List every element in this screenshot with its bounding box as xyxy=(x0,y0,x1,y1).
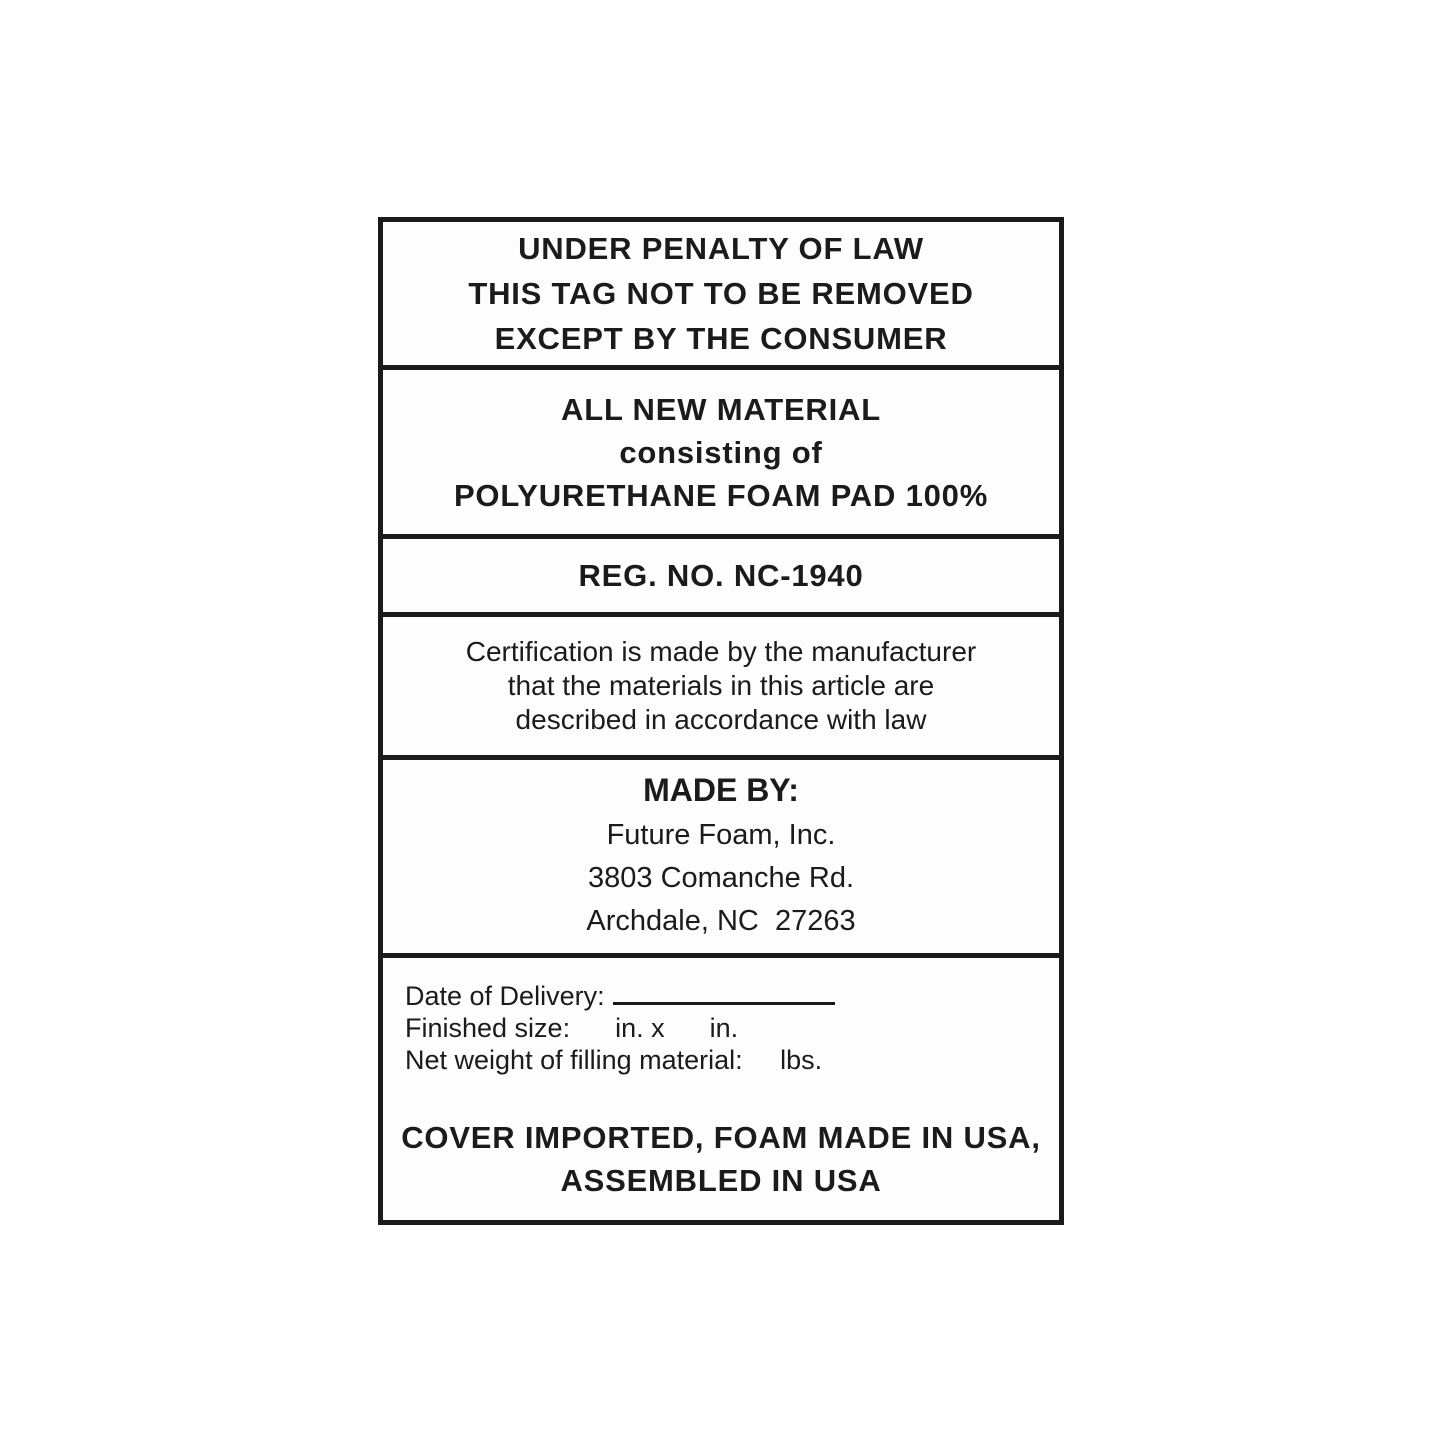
manufacturer-street: 3803 Comanche Rd. xyxy=(588,862,854,894)
certification-line-1: Certification is made by the manufacturer xyxy=(465,636,977,667)
manufacturer-name: Future Foam, Inc. xyxy=(606,819,836,851)
law-tag-label xyxy=(378,217,1064,1225)
certification-line-3: described in accordance with law xyxy=(515,704,927,735)
origin-statement xyxy=(383,1116,1059,1206)
registration-section xyxy=(383,534,1059,612)
net-weight-row: Net weight of filling material: lbs. xyxy=(405,1045,823,1075)
origin-line-1: COVER IMPORTED, FOAM MADE IN USA, xyxy=(401,1120,1041,1155)
material-line-3: POLYURETHANE FOAM PAD 100% xyxy=(453,477,989,513)
date-of-delivery-blank xyxy=(613,983,835,1005)
made-by-heading: MADE BY: xyxy=(643,772,799,808)
penalty-line-3: EXCEPT BY THE CONSUMER xyxy=(494,321,948,356)
date-of-delivery-row xyxy=(383,980,1059,1012)
finished-size-row: Finished size: in. x in. xyxy=(405,1013,739,1043)
details-section xyxy=(383,953,1059,1220)
penalty-section xyxy=(383,222,1059,365)
certification-line-2: that the materials in this article are xyxy=(507,670,935,701)
made-by-section xyxy=(383,755,1059,953)
material-line-1: ALL NEW MATERIAL xyxy=(561,391,881,427)
penalty-line-2: THIS TAG NOT TO BE REMOVED xyxy=(468,276,974,311)
manufacturer-city-state-zip: Archdale, NC 27263 xyxy=(586,905,856,937)
origin-line-2: ASSEMBLED IN USA xyxy=(560,1163,882,1198)
material-section xyxy=(383,365,1059,534)
penalty-line-1: UNDER PENALTY OF LAW xyxy=(518,231,924,266)
registration-number: REG. NO. NC-1940 xyxy=(578,557,864,593)
certification-section xyxy=(383,612,1059,755)
material-line-2: consisting of xyxy=(619,434,823,470)
date-of-delivery-label: Date of Delivery: xyxy=(405,981,605,1011)
